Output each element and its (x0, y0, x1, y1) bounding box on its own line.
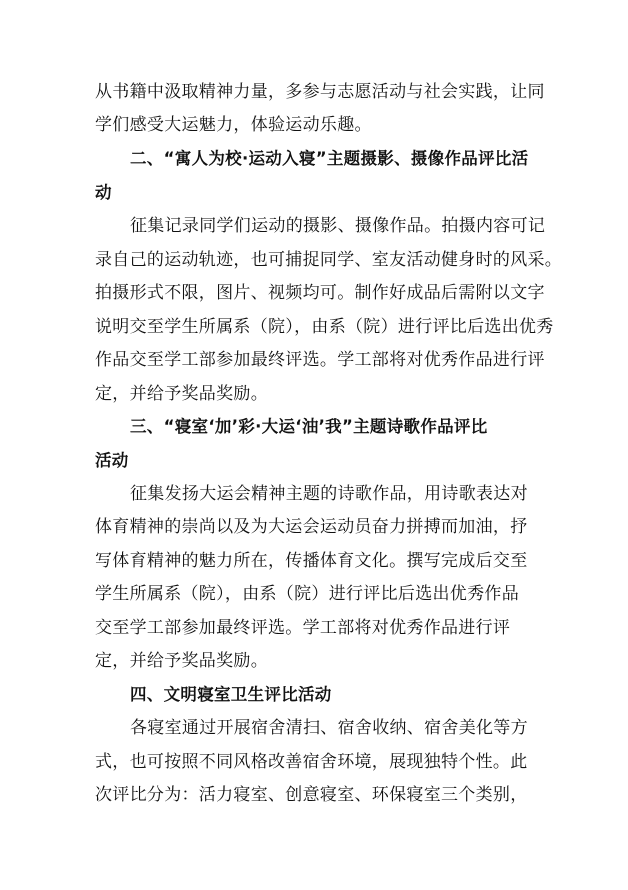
paragraph-line: 式，也可按照不同风格改善宿舍环境，展现独特个性。此 (95, 752, 528, 772)
paragraph-line: 征集发扬大运会精神主题的诗歌作品，用诗歌表达对 (130, 484, 528, 504)
paragraph-line: 交至学工部参加最终评选。学工部将对优秀作品进行评 (95, 618, 511, 638)
paragraph-line: 说明交至学生所属系（院），由系（院）进行评比后选出优秀 (95, 317, 554, 337)
paragraph-line: 体育精神的崇尚以及为大运会运动员奋力拼搏而加油，抒 (95, 517, 528, 537)
paragraph-line: 定，并给予奖品奖励。 (95, 651, 268, 671)
paragraph-line: 学生所属系（院），由系（院）进行评比后选出优秀作品 (95, 584, 519, 604)
paragraph-line: 各寝室通过开展宿舍清扫、宿舍收纳、宿舍美化等方 (130, 718, 528, 738)
section-heading: 二、“寓人为校·运动入寝”主题摄影、摄像作品评比活 (130, 149, 529, 168)
paragraph-line: 录自己的运动轨迹，也可捕捉同学、室友活动健身时的风采。 (95, 250, 563, 270)
section-heading: 动 (95, 183, 112, 202)
paragraph-line: 学们感受大运魅力，体验运动乐趣。 (95, 115, 372, 135)
paragraph-line: 次评比分为：活力寝室、创意寝室、环保寝室三个类别， (95, 785, 528, 805)
section-heading: 三、“寝室‘加’彩·大运‘油’我”主题诗歌作品评比 (130, 417, 488, 436)
paragraph-line: 征集记录同学们运动的摄影、摄像作品。拍摄内容可记 (130, 216, 546, 236)
paragraph-line: 拍摄形式不限，图片、视频均可。制作好成品后需附以文字 (95, 283, 545, 303)
paragraph-line: 写体育精神的魅力所在，传播体育文化。撰写完成后交至 (95, 551, 528, 571)
paragraph-line: 定，并给予奖品奖励。 (95, 384, 268, 404)
paragraph-line: 从书籍中汲取精神力量，多参与志愿活动与社会实践，让同 (95, 82, 545, 102)
section-heading: 四、文明寝室卫生评比活动 (130, 685, 332, 704)
section-heading: 活动 (95, 451, 129, 470)
paragraph-line: 作品交至学工部参加最终评选。学工部将对优秀作品进行评 (95, 350, 545, 370)
